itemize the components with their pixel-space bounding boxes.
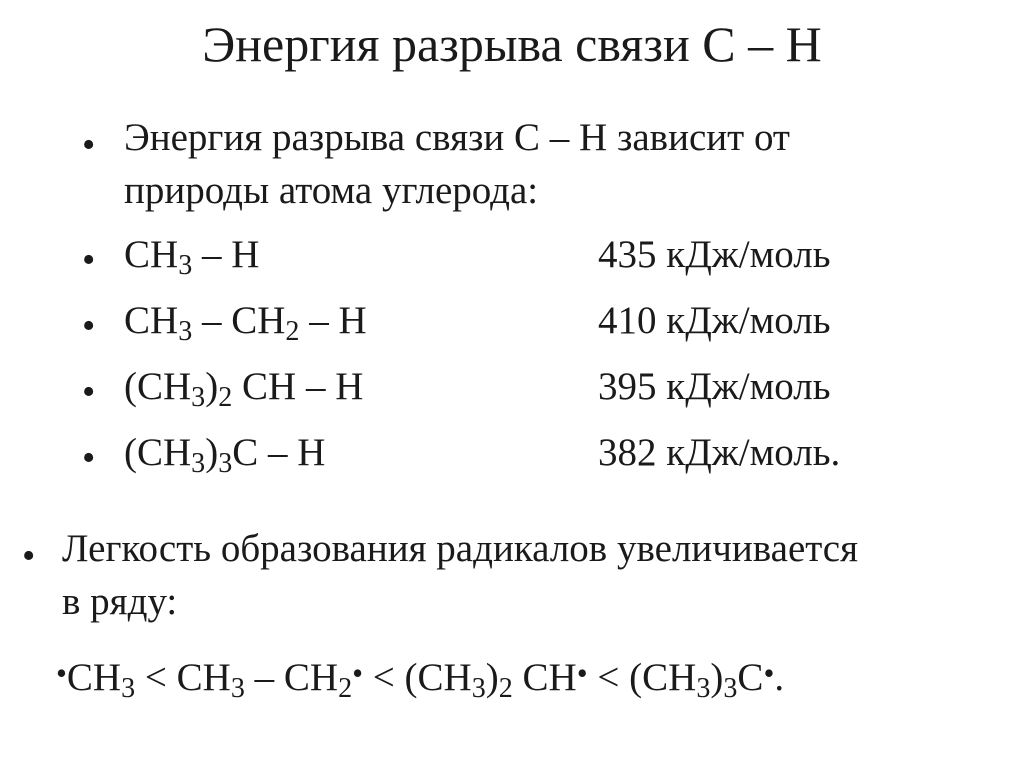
bullet-marker: • xyxy=(82,305,96,347)
radicals-line-2: в ряду: xyxy=(62,580,178,623)
radicals-line-1: Легкость образования радикалов увеличивается xyxy=(62,527,859,570)
bond-energy-ethane: 410 кДж/моль xyxy=(598,299,831,342)
bullet-marker: • xyxy=(82,371,96,413)
intro-line-2: природы атома углерода: xyxy=(124,169,539,212)
bullet-marker: • xyxy=(82,124,96,166)
bond-energy-tertbutyl: 382 кДж/моль. xyxy=(598,431,841,474)
bond-formula-methane: $CH_3$ – H xyxy=(124,233,260,282)
radical-stability-series: $•CH_3 < CH_3$ – $CH_2• < (CH_3)_2$ CH• < $(CH_3)_3C•$. xyxy=(56,656,785,705)
bullet-marker: • xyxy=(22,535,36,577)
bond-energy-methane: 435 кДж/моль xyxy=(598,233,831,276)
intro-line-1: Энергия разрыва связи С – Н зависит от xyxy=(124,116,790,159)
bond-formula-tertbutyl: $(CH_3)_3C$ – H xyxy=(124,431,326,480)
bullet-marker: • xyxy=(82,437,96,479)
bullet-marker: • xyxy=(82,239,96,281)
slide-title: Энергия разрыва связи С – Н xyxy=(202,16,822,72)
bond-formula-isopropyl: $(CH_3)_2$ CH – H xyxy=(124,365,364,414)
bond-formula-ethane: $CH_3 - CH_2$ – H xyxy=(124,299,367,348)
bond-energy-isopropyl: 395 кДж/моль xyxy=(598,365,831,408)
